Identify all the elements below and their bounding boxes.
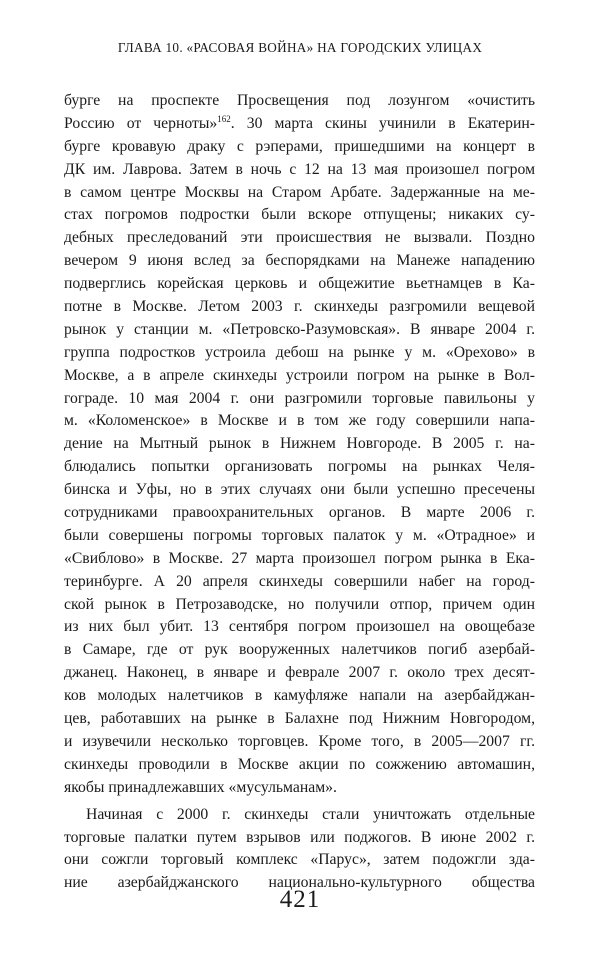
paragraph-1	[64, 90, 535, 800]
text-body	[64, 90, 535, 895]
text-line: ков молодых налетчиков в камуфляже напали на азербайджан-	[64, 687, 535, 705]
text-line: стах погромов подростки были вскоре отпущены; никаких су-	[64, 206, 535, 224]
text-line: блюдались попытки организовать погромы на рынках Челя-	[64, 458, 535, 476]
text-line: бинска и Уфы, но в этих случаях они были успешно пресечены	[64, 481, 535, 499]
footnote-reference: 162	[217, 113, 231, 124]
text-line: ской рынок в Петрозаводске, но получили отпор, причем один	[64, 595, 535, 613]
text-fragment: Россию от черноты»	[64, 114, 218, 132]
text-line: цев, работавших на рынке в Балахне под Нижним Новгородом,	[64, 710, 535, 728]
text-line	[64, 113, 535, 136]
text-line: торговые палатки путем взрывов или поджогов. В июне 2002 г.	[64, 828, 535, 846]
text-line: дение на Мытный рынок в Нижнем Новгороде. В 2005 г. на-	[64, 435, 535, 453]
text-line: ние азербайджанского национально-культурного общества	[64, 874, 535, 892]
text-line: в самом центре Москвы на Старом Арбате. Задержанные на ме-	[64, 183, 535, 201]
text-line: из них был убит. 13 сентября погром произошел на овощебазе	[64, 618, 535, 636]
text-line: Москве, а в апреле скинхеды устроили погром на рынке в Вол-	[64, 366, 535, 384]
text-line: джанец. Наконец, в январе и феврале 2007 г. около трех десят-	[64, 664, 535, 682]
text-line: дебных преследований эти происшествия не вызвали. Поздно	[64, 229, 535, 247]
page-number: 421	[279, 886, 321, 913]
text-line: рынок у станции м. «Петровско-Разумовская». В январе 2004 г.	[64, 320, 535, 338]
text-line: бурге кровавую драку с рэперами, пришедшими на концерт в	[64, 137, 535, 155]
text-line: ДК им. Лаврова. Затем в ночь с 12 на 13 мая произошел погром	[64, 160, 535, 178]
text-line: бурге на проспекте Просвещения под лозунгом «очистить	[64, 92, 535, 109]
text-line: теринбурге. А 20 апреля скинхеды совершили набег на город-	[64, 572, 535, 590]
text-line: потне в Москве. Летом 2003 г. скинхеды разгромили вещевой	[64, 298, 535, 316]
text-line: в Самаре, где от рук вооруженных налетчиков погиб азербай-	[64, 641, 535, 659]
text-line: Начиная с 2000 г. скинхеды стали уничтожать отдельные	[86, 805, 535, 823]
text-line: они сожгли торговый комплекс «Парус», затем подожгли зда-	[64, 851, 535, 869]
text-line: и изувечили несколько торговцев. Кроме того, в 2005—2007 гг.	[64, 732, 535, 750]
text-line: подверглись корейская церковь и общежитие вьетнамцев в Ка-	[64, 275, 535, 293]
text-line: были совершены погромы торговых палаток у м. «Отрадное» и	[64, 526, 535, 544]
text-line: скинхеды проводили в Москве акции по сожжению автомашин,	[64, 755, 535, 773]
text-line: вечером 9 июня вслед за беспорядками на Манеже нападению	[64, 252, 535, 270]
text-line: «Свиблово» в Москве. 27 марта произошел погром рынка в Ека-	[64, 549, 535, 567]
text-line: группа подростков устроила дебош на рынке у м. «Орехово» в	[64, 343, 535, 361]
paragraph-2	[64, 804, 535, 896]
text-fragment: . 30 марта скины учинили в Екатерин-	[230, 114, 535, 132]
text-line: сотрудниками правоохранительных органов. В марте 2006 г.	[64, 504, 535, 522]
text-line: гограде. 10 мая 2004 г. они разгромили торговые павильоны у	[64, 389, 535, 407]
text-line: якобы принадлежавших «мусульманам».	[64, 778, 337, 796]
running-head: ГЛАВА 10. «РАСОВАЯ ВОЙНА» НА ГОРОДСКИХ УЛИЦАХ	[117, 40, 483, 55]
text-line: м. «Коломенское» в Москве и в том же году совершили напа-	[64, 412, 535, 430]
